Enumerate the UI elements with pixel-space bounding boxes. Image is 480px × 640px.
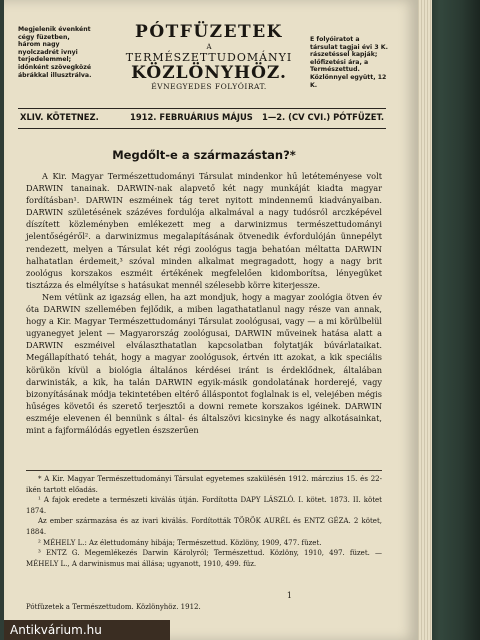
footnote: ³ ENTZ G. Megemlékezés Darwin Károlyról; Természettud. Közlöny, 1910, 497. füzet. — MÉHELY L., A darwinismus mai állása; ugyanott, 1910, 499. füz. (26, 549, 382, 568)
masthead-rule-bottom (18, 128, 386, 129)
footer-journal: Pótfüzetek a Természettudom. Közlönyhöz. 1912. (26, 603, 201, 611)
watermark-label: Antikvárium.hu (4, 620, 170, 640)
masthead-subtitle: ÉVNEGYEDES FOLYÓIRAT. (151, 82, 267, 91)
masthead-title-block (104, 22, 314, 91)
masthead-title-a: A (206, 43, 212, 51)
article-title: Megdőlt-e a származástan?* (112, 148, 296, 162)
masthead-right-note: E folyóiratot a társulat tagjai évi 3 K. rászetéssel kapják; előfizetési ára, a Természettud. Közlönnyel együtt, 12 K. (310, 36, 388, 89)
footnote-separator (26, 470, 382, 471)
issue-number: 1—2. (CV CVI.) PÓTFÜZET. (262, 112, 385, 122)
footnote: ¹ A fajok eredete a természeti kiválás útján. Fordította DAPY LÁSZLÓ. I. kötet. 1873. II. kötet 1874. (26, 496, 382, 515)
issue-date: 1912. FEBRUÁRIUS MÁJUS (130, 112, 253, 122)
footnote: ² MÉHELY L.: Az élettudomány hibája; Természettud. Közlöny, 1909, 477. füzet. (38, 538, 322, 547)
masthead-title-main: KÖZLÖNYHÖZ. (131, 63, 287, 83)
issue-line (18, 112, 386, 126)
article-body (26, 170, 382, 436)
page-footer (26, 591, 382, 615)
masthead-rule-top (18, 108, 386, 109)
article-paragraph: A Kir. Magyar Természettudományi Társulat mindenkor hű letéteményese volt DARWIN tanainak. DARWIN-nak alapvető két nagy munkáját kiadta magyar fordításban¹. DARWIN eszméinek tág teret nyitott mindennemű kiadványaiban. DARWIN születésének százéves fordulója alkalmával a nagy tudósról arczképével díszített közleményben emlékezett meg a darwinizmus természettudományi jelentőségéről². a darwinizmus megalapításának ötvenedik évfordulóján ünnepélyt rendezett, melyen a Társulat két régi zoológus tagja behatóan méltatta DARWIN halhatatlan érdemeit,³ szóval minden alkalmat megragadott, hogy a nagy brit zoológus korszakos eszméit értékének megfelelően kidomborítsa, lényegüket tisztázza és elmélyítse s hatásukat mennél szélesebb körre kiterjessze. (26, 171, 382, 290)
masthead-left-note: Megjelenik évenként cégy füzetben, három nagy nyolczadrét ivnyi terjedelemmel; időnként szövegközé ábrákkal illusztrálva. (18, 26, 92, 79)
article-paragraph: Nem vétünk az igazság ellen, ha azt mondjuk, hogy a magyar zoológia ötven év óta DARWIN szellemében fejlődik, a miben lagathatatlanul nagy része van annak, hogy a Kir. Magyar Természettudományi Társulat zoológusai, vagy — a mi körülbelül ugyanegyet jelent — Magyarország zoológusai, DARWIN műveinek hatása alatt a DARWIN eszméivel elválaszthatatlan kapcsolatban folytatják búvárlataikat. Megállapítható tehát, hogy a magyar zoológusok, értvén itt azokat, a kik speciális körükön kívül a biológia általános kérdései iránt is érdeklődnek, általában darwinisták, a kik, ha talán DARWIN egyik-másik gondolatának horderejé, vagy bizonyításának módja tekintetében eltérő álláspontot foglalnak is el, velejében mégis hűséges követői és szerető terjesztői a downi remete korszakos igéinek. DARWIN eszméje elevenen él bennünk s által- és általszövi kicsinyke és nagy alkotásainkat, mint a fajformálódás egyetlen észszerűen (26, 291, 382, 435)
footnote: Az ember származása és az ivari kiválás. Fordították TÖRÖK AURÉL és ENTZ GÉZA. 2 kötet, 1884. (26, 517, 382, 536)
masthead-title-top: PÓTFÜZETEK (135, 22, 283, 42)
issue-volume: XLIV. KÖTETNEZ. (20, 112, 99, 122)
page-edges (418, 0, 432, 640)
footnotes (26, 474, 382, 569)
journal-page (4, 0, 418, 640)
page-number: 1 (286, 591, 292, 600)
masthead-title-mid: TERMÉSZETTUDOMÁNYI (125, 51, 293, 64)
footnote: * A Kir. Magyar Természettudományi Társulat egyetemes szakülésén 1912. márczius 15. és 22-ikén tartott előadás. (26, 475, 382, 494)
